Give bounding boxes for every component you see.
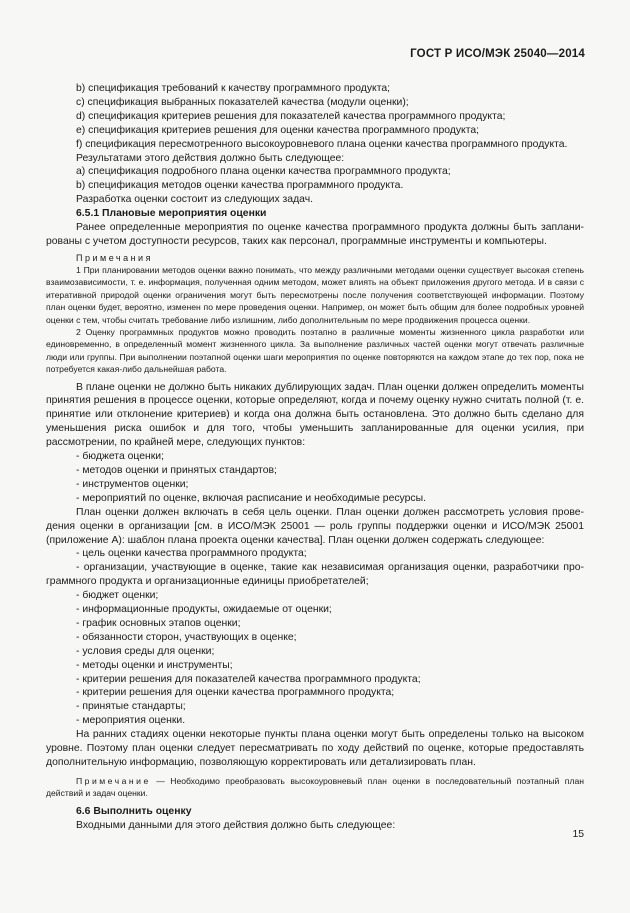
body-paragraph: - обязанности сторон, участвующих в оценке; [76,631,297,643]
body-paragraph: c) спецификация выбранных показателей качества (модули оценки); [76,96,409,108]
body-paragraph: d) спецификация критериев решения для показателей качества программного продукта; [76,110,506,122]
body-paragraph: - критерии решения для показателей качества программного продукта; [76,673,421,685]
section-heading: 6.6 Выполнить оценку [76,805,192,817]
body-paragraph: - методов оценки и принятых стандартов; [76,464,277,476]
note-text: — Необходимо преобразовать высокоуровневый план оценки в последовательный поэтапный план действий и задач оценки. [46,775,584,799]
body-paragraph: Ранее определенные мероприятия по оценке качества программного продукта должны быть запланированы с учетом доступности ресурсов, таких как персонал, программные инструменты и компьютеры. [46,222,584,247]
body-paragraph: - принятые стандарты; [76,701,186,713]
document-body [46,82,584,833]
body-paragraph: b) спецификация методов оценки качества программного продукта. [76,180,404,192]
body-paragraph: На ранних стадиях оценки некоторые пункты плана оценки могут быть определены только на высоком уровне. Поэтому план оценки следует пересматривать по ходу действий по оценке, которые предоставлять дополнительную информацию, позволяющую корректировать или детализировать план. [46,729,584,768]
page-number: 15 [572,829,584,840]
body-paragraph: Результатами этого действия должно быть следующее: [76,152,345,164]
body-paragraph: - инструментов оценки; [76,478,189,490]
body-paragraph: а) спецификация подробного плана оценки качества программного продукта; [76,166,451,178]
body-paragraph: - критерии решения для оценки качества программного продукта; [76,687,395,699]
body-paragraph: f) спецификация пересмотренного высокоуровневого плана оценки качества программного продукта. [76,138,568,150]
body-paragraph: - мероприятий по оценке, включая расписание и необходимые ресурсы. [76,492,426,504]
body-paragraph: - цель оценки качества программного продукта; [76,548,307,560]
note-paragraph: 1 При планировании методов оценки важно понимать, что между различными методами оценки существует высокая степень взаимозависимости, т. е. информация, полученная одним методом, может влиять на объект приложения другого метода. И в связи с итеративной природой оценки ограничения могут быть пересмотрены после получения соответствующей информации. Поэтому план оценки будет, вероятно, изменен по мере проведения оценки. Например, он может быть общим для более подробных уровней оценки с тем, чтобы считать требование либо излишним, либо дополнительным по мере продвижения процесса оценки. [46,264,584,325]
body-paragraph: В плане оценки не должно быть никаких дублирующих задач. План оценки должен определить моменты принятия решения в процессе оценки, которые определяют, когда и почему оценку нужно считать полной (т. е. принятие или отклонение критериев) и когда она должна быть остановлена. Это должно быть сделано для уменьшения риска ошибок и для того, чтобы уменьшить запланированные для оценки усилия, при рассмотрении, по крайней мере, следующих пунктов: [46,381,584,449]
note-label: Примечание [76,775,151,786]
document-header: ГОСТ Р ИСО/МЭК 25040—2014 [410,48,585,60]
body-paragraph: Входными данными для этого действия должно быть следующее: [76,819,396,831]
body-paragraph: - график основных этапов оценки; [76,617,241,629]
notes-title: Примечания [76,252,153,263]
note-paragraph: 2 Оценку программных продуктов можно проводить поэтапно в различные моменты жизненного цикла разработки или единовременно, в определенный момент жизненного цикла. За выполнение различных частей оценки могут отвечать различные люди или группы. При выполнении поэтапной оценки шаги мероприятия по оценке повторяются на каждом этапе до тех пор, пока не потребуется какая-либо дальнейшая работа. [46,326,584,375]
body-paragraph: - условия среды для оценки; [76,645,215,657]
body-paragraph: e) спецификация критериев решения для оценки качества программного продукта; [76,124,479,136]
body-paragraph: - бюджет оценки; [76,590,159,602]
section-heading: 6.5.1 Плановые мероприятия оценки [76,208,267,220]
body-paragraph: План оценки должен включать в себя цель оценки. План оценки должен рассмотреть условия проведения оценки в организации [см. в ИСО/МЭК 25001 — роль группы поддержки оценки и ИСО/МЭК 25001 (приложение А): шаблон плана проекта оценки качества]. План оценки должен содержать следующее: [46,506,584,546]
body-paragraph: - организации, участвующие в оценке, такие как независимая организация оценки, разработчики программного продукта и организационные единицы приобретателей; [46,562,584,588]
body-paragraph: b) спецификация требований к качеству программного продукта; [76,83,391,94]
body-paragraph: - методы оценки и инструменты; [76,659,233,671]
body-paragraph: Разработка оценки состоит из следующих задач. [76,194,313,206]
body-paragraph: - мероприятия оценки. [76,715,186,727]
body-paragraph: - информационные продукты, ожидаемые от оценки; [76,604,332,616]
body-paragraph: - бюджета оценки; [76,451,164,463]
note-paragraph [46,775,584,800]
